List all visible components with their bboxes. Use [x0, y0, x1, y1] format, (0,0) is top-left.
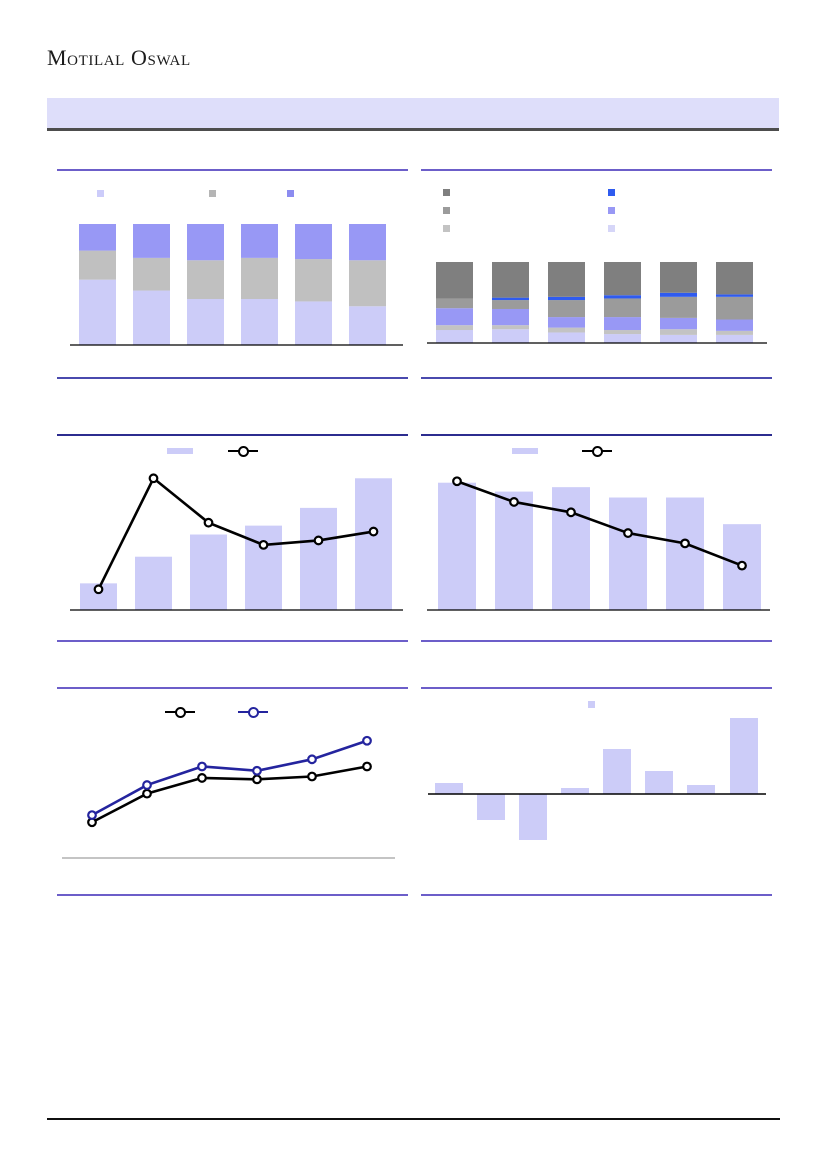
bar-segment [187, 260, 224, 299]
bar [190, 535, 227, 610]
line-marker [681, 540, 689, 548]
bar-segment [295, 259, 332, 301]
line-marker [315, 537, 323, 545]
legend-swatch [608, 225, 615, 232]
legend-line-marker [582, 446, 612, 457]
bar-segment [604, 330, 641, 334]
bar-segment [548, 332, 585, 343]
bar-segment [492, 309, 529, 325]
chart-bottom-right-plot [421, 700, 772, 865]
bar-segment [133, 291, 170, 345]
line-marker [370, 528, 378, 536]
line-marker [95, 585, 103, 593]
chart-top-left-plot [57, 215, 408, 350]
legend-swatch [97, 190, 104, 197]
bar [552, 487, 590, 610]
footer-rule [47, 1118, 780, 1120]
chart-bottom-left-plot [57, 715, 408, 865]
bar-segment [548, 300, 585, 317]
line-marker [253, 776, 261, 784]
line-marker [363, 737, 371, 745]
bar-segment [660, 262, 697, 293]
legend-swatch [287, 190, 294, 197]
section-rule [57, 640, 408, 642]
bar-segment [436, 325, 473, 330]
line-series [92, 766, 367, 822]
legend-line-marker [238, 707, 268, 718]
bar [645, 771, 673, 794]
bar-segment [716, 335, 753, 343]
bar [438, 483, 476, 610]
line-marker [205, 519, 213, 527]
line-marker [260, 541, 268, 549]
line-marker [738, 562, 746, 570]
bar [609, 498, 647, 610]
legend-bar-swatch [512, 448, 538, 454]
line-marker [510, 498, 518, 506]
bar-segment [716, 297, 753, 320]
bar-segment [79, 224, 116, 251]
bar-segment [79, 251, 116, 280]
bar-segment [241, 299, 278, 345]
section-rule [57, 687, 408, 689]
bar [603, 749, 631, 794]
brand-logo: Motilal Oswal [47, 45, 191, 70]
bar-segment [187, 224, 224, 260]
bar-segment [548, 328, 585, 333]
legend-swatch [608, 189, 615, 196]
legend-marker-dot [238, 446, 249, 457]
bar-segment [241, 258, 278, 299]
chart-mid-right-plot [421, 460, 772, 615]
bar-segment [604, 317, 641, 330]
line-marker [198, 763, 206, 771]
line-marker [143, 790, 151, 798]
bar-segment [660, 329, 697, 335]
section-rule [421, 169, 772, 171]
bar-segment [295, 224, 332, 259]
line-marker [453, 477, 461, 485]
legend-line-marker [165, 707, 195, 718]
legend-swatch [588, 701, 595, 708]
section-rule [57, 434, 408, 436]
legend-swatch [209, 190, 216, 197]
bar [435, 783, 463, 794]
bar-segment [436, 308, 473, 325]
bar-segment [436, 262, 473, 298]
bar-segment [604, 298, 641, 317]
line-marker [624, 529, 632, 537]
line-marker [308, 773, 316, 781]
bar-segment [436, 298, 473, 308]
bar [135, 557, 172, 610]
bar-segment [660, 293, 697, 297]
bar-segment [716, 294, 753, 296]
bar [519, 794, 547, 840]
legend-line-marker [228, 446, 258, 457]
bar-segment [436, 330, 473, 343]
bar-segment [241, 224, 278, 258]
section-rule [421, 894, 772, 896]
section-rule [421, 377, 772, 379]
legend-marker-dot [248, 707, 259, 718]
bar-segment [604, 334, 641, 343]
bar-segment [492, 298, 529, 300]
bar-segment [604, 295, 641, 298]
line-marker [150, 474, 158, 482]
line-marker [198, 774, 206, 782]
bar [687, 785, 715, 794]
bar [355, 478, 392, 610]
bar-segment [492, 300, 529, 309]
bar-segment [492, 262, 529, 298]
bar-segment [295, 301, 332, 345]
bar-segment [660, 335, 697, 343]
section-rule [57, 894, 408, 896]
bar-segment [604, 262, 641, 295]
line-marker [143, 781, 151, 789]
section-rule [57, 377, 408, 379]
bar-segment [133, 258, 170, 291]
bar-segment [133, 224, 170, 258]
bar-segment [492, 325, 529, 329]
legend-swatch [443, 189, 450, 196]
legend-marker-dot [175, 707, 186, 718]
bar-segment [660, 318, 697, 329]
legend-swatch [443, 207, 450, 214]
bar-segment [548, 262, 585, 297]
bar-segment [716, 331, 753, 335]
bar-segment [716, 262, 753, 294]
bar-segment [548, 297, 585, 300]
section-rule [421, 687, 772, 689]
line-marker [253, 767, 261, 775]
bar [495, 492, 533, 610]
line-marker [88, 811, 96, 819]
bar-segment [716, 320, 753, 331]
legend-bar-swatch [167, 448, 193, 454]
bar [477, 794, 505, 820]
bar-segment [349, 260, 386, 306]
line-marker [567, 509, 575, 517]
bar [666, 498, 704, 610]
bar-segment [79, 280, 116, 345]
section-rule [421, 640, 772, 642]
bar-segment [548, 317, 585, 328]
bar [300, 508, 337, 610]
chart-mid-left-plot [57, 460, 408, 615]
section-rule [57, 169, 408, 171]
line-marker [363, 763, 371, 771]
line-marker [308, 756, 316, 764]
legend-marker-dot [592, 446, 603, 457]
bar [561, 788, 589, 794]
bar-segment [349, 224, 386, 260]
bar-segment [349, 306, 386, 345]
bar [730, 718, 758, 794]
bar-segment [660, 297, 697, 318]
bar-segment [492, 329, 529, 343]
chart-top-right-plot [421, 253, 772, 348]
legend-swatch [443, 225, 450, 232]
bar-segment [187, 299, 224, 345]
report-title-banner [47, 98, 779, 131]
section-rule [421, 434, 772, 436]
legend-swatch [608, 207, 615, 214]
